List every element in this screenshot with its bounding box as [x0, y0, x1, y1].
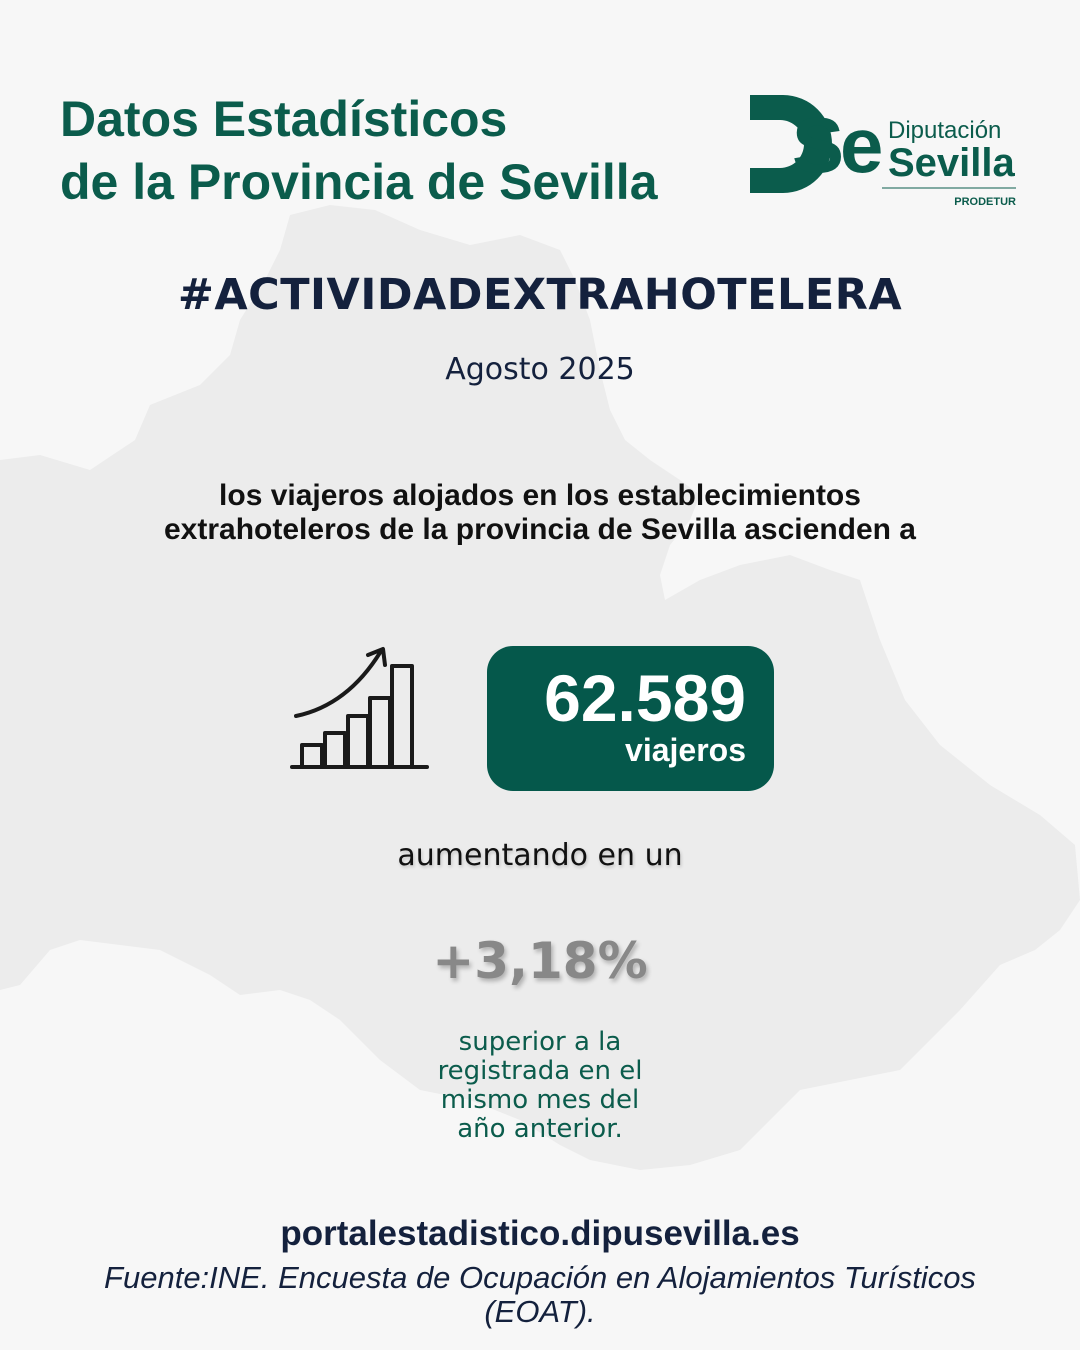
- logo-line3: PRODETUR: [954, 196, 1016, 208]
- travelers-count: 62.589: [544, 661, 746, 735]
- source-note: Fuente:INE. Encuesta de Ocupación en Alojamientos Turísticos (EOAT).: [104, 1260, 976, 1329]
- comparison-line-3: mismo mes del: [440, 1085, 640, 1115]
- intro-line-1: los viajeros alojados en los establecimientos: [219, 479, 861, 512]
- period-label: Agosto 2025: [445, 352, 635, 387]
- travelers-unit: viajeros: [625, 732, 746, 768]
- logo-line1: Diputación: [888, 117, 1002, 144]
- intro-line-2: extrahoteleros de la provincia de Sevilla ascienden a: [164, 513, 916, 546]
- travelers-stat-card: [487, 646, 774, 791]
- logo-line2: Sevilla: [888, 141, 1015, 185]
- diputacion-sevilla-logo: [745, 90, 1025, 215]
- title-line-2: de la Provincia de Sevilla: [60, 154, 658, 210]
- comparison-line-4: año anterior.: [457, 1114, 623, 1144]
- comparison-line-2: registrada en el: [437, 1056, 643, 1086]
- hashtag-title: #ACTIVIDADEXTRAHOTELERA: [177, 270, 903, 320]
- website-link[interactable]: portalestadistico.dipusevilla.es: [280, 1214, 800, 1253]
- page-title: [60, 88, 658, 214]
- intro-text: [60, 479, 1020, 547]
- increase-percentage: +3,18%: [432, 932, 648, 990]
- growth-chart-icon: [288, 645, 433, 773]
- increase-label: aumentando en un: [397, 838, 683, 873]
- logo-mark: Se: [792, 101, 880, 189]
- comparison-line-1: superior a la: [458, 1027, 622, 1057]
- comparison-text: [390, 1028, 690, 1144]
- title-line-1: Datos Estadísticos: [60, 91, 508, 147]
